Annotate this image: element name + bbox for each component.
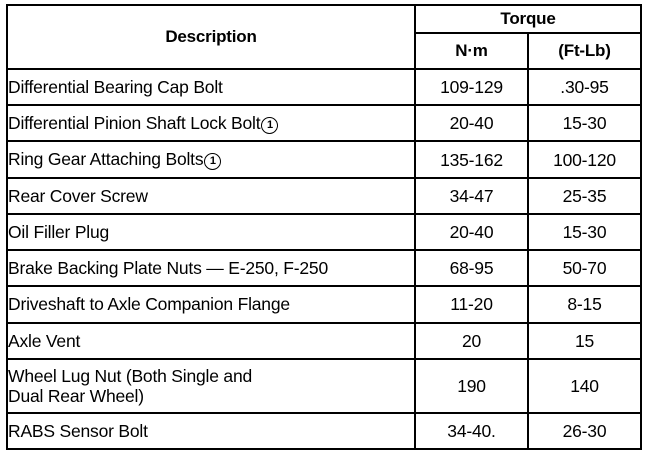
header-torque: Torque (415, 5, 641, 33)
row-ftlb: 25-35 (528, 178, 641, 214)
row-description (7, 214, 415, 250)
table-row (7, 178, 641, 214)
note-1-icon: 1 (204, 153, 221, 170)
table-row (7, 323, 641, 359)
row-nm: 190 (415, 359, 528, 413)
row-description-text: Differential Pinion Shaft Lock Bolt (8, 112, 261, 133)
row-description-text: Differential Bearing Cap Bolt (8, 77, 223, 98)
row-nm: 11-20 (415, 286, 528, 322)
table-row (7, 413, 641, 449)
row-ftlb: .30-95 (528, 69, 641, 105)
table-row (7, 359, 641, 413)
row-description-text: Rear Cover Screw (8, 185, 148, 206)
table-row (7, 69, 641, 105)
table-row (7, 286, 641, 322)
row-nm: 135-162 (415, 141, 528, 177)
row-description (7, 413, 415, 449)
row-nm: 109-129 (415, 69, 528, 105)
row-nm: 20-40 (415, 105, 528, 141)
row-ftlb: 15-30 (528, 214, 641, 250)
note-1-icon: 1 (261, 117, 278, 134)
row-ftlb: 140 (528, 359, 641, 413)
row-description-text: Brake Backing Plate Nuts — E-250, F-250 (8, 258, 328, 279)
row-ftlb: 15 (528, 323, 641, 359)
table-row (7, 105, 641, 141)
row-description (7, 250, 415, 286)
row-description (7, 286, 415, 322)
row-description (7, 69, 415, 105)
row-ftlb: 50-70 (528, 250, 641, 286)
row-description (7, 323, 415, 359)
header-nm: N·m (415, 33, 528, 69)
row-ftlb: 8-15 (528, 286, 641, 322)
row-nm: 20-40 (415, 214, 528, 250)
header-ftlb: (Ft-Lb) (528, 33, 641, 69)
row-description (7, 359, 415, 413)
row-nm: 34-47 (415, 178, 528, 214)
row-description-text: Axle Vent (8, 330, 81, 351)
row-nm: 34-40. (415, 413, 528, 449)
table-header (7, 5, 641, 69)
row-description-text: Ring Gear Attaching Bolts (8, 149, 204, 170)
row-description-text: Oil Filler Plug (8, 221, 110, 242)
header-description: Description (7, 5, 415, 69)
row-description (7, 178, 415, 214)
row-description (7, 141, 415, 177)
row-description-line1: Wheel Lug Nut (Both Single and (8, 365, 253, 386)
table-row (7, 214, 641, 250)
row-nm: 68-95 (415, 250, 528, 286)
row-ftlb: 15-30 (528, 105, 641, 141)
table-body (7, 69, 641, 449)
row-ftlb: 26-30 (528, 413, 641, 449)
row-description-line2: Dual Rear Wheel) (8, 385, 144, 406)
row-description-text: RABS Sensor Bolt (8, 420, 148, 441)
table-row (7, 250, 641, 286)
row-description (7, 105, 415, 141)
table-row (7, 141, 641, 177)
row-description-text: Driveshaft to Axle Companion Flange (8, 294, 290, 315)
torque-spec-table (6, 4, 642, 450)
row-nm: 20 (415, 323, 528, 359)
row-ftlb: 100-120 (528, 141, 641, 177)
